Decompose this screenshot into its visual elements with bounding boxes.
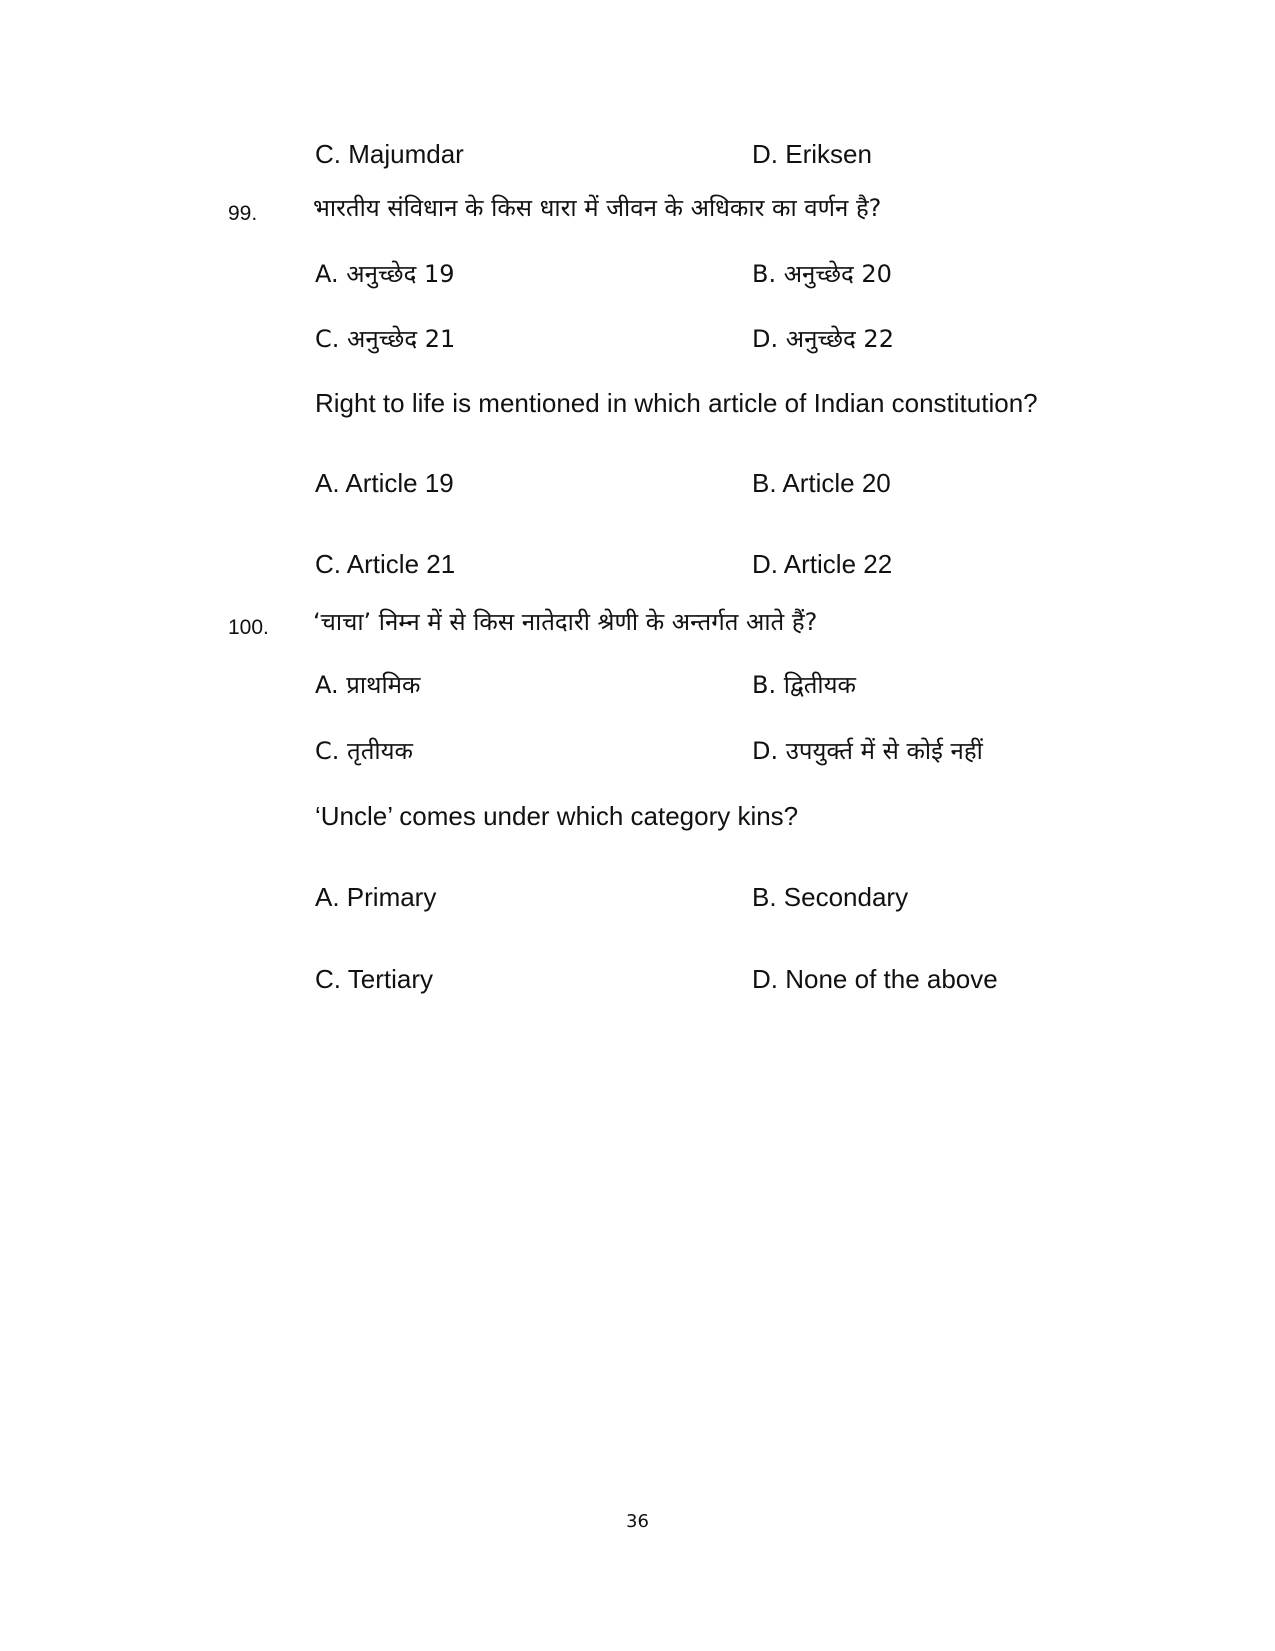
hindi-option-a: A. प्राथमिक xyxy=(315,671,421,699)
english-option-a: A. Article 19 xyxy=(315,468,454,498)
hindi-option-d: D. अनुच्छेद 22 xyxy=(752,325,894,353)
english-option-d: D. Article 22 xyxy=(752,549,893,579)
hindi-option-a: A. अनुच्छेद 19 xyxy=(315,260,455,288)
english-option-d: D. None of the above xyxy=(752,964,998,994)
english-option-b: B. Secondary xyxy=(752,882,909,912)
question-text-hindi: ‘चाचा’ निम्न में से किस नातेदारी श्रेणी के अन्तर्गत आते हैं? xyxy=(313,608,818,636)
page-number: 36 xyxy=(626,1511,649,1532)
english-option-a: A. Primary xyxy=(315,882,437,912)
hindi-option-b: B. अनुच्छेद 20 xyxy=(752,260,892,288)
english-option-c: C. Tertiary xyxy=(315,964,433,994)
english-option-c: C. Article 21 xyxy=(315,549,456,579)
hindi-option-c: C. अनुच्छेद 21 xyxy=(315,325,456,353)
english-option-b: B. Article 20 xyxy=(752,468,891,498)
prev-option-d: D. Eriksen xyxy=(752,139,872,169)
hindi-option-d: D. उपयुर्क्त में से कोई नहीं xyxy=(752,737,983,765)
question-text-english: Right to life is mentioned in which article of Indian constitution? xyxy=(315,388,1038,418)
question-text-english: ‘Uncle’ comes under which category kins? xyxy=(315,801,799,831)
hindi-option-c: C. तृतीयक xyxy=(315,737,413,765)
prev-option-c: C. Majumdar xyxy=(315,139,464,169)
question-text-hindi: भारतीय संविधान के किस धारा में जीवन के अधिकार का वर्णन है? xyxy=(313,194,882,222)
hindi-option-b: B. द्वितीयक xyxy=(752,671,856,699)
question-number: 99. xyxy=(228,202,258,225)
question-number: 100. xyxy=(228,616,269,639)
